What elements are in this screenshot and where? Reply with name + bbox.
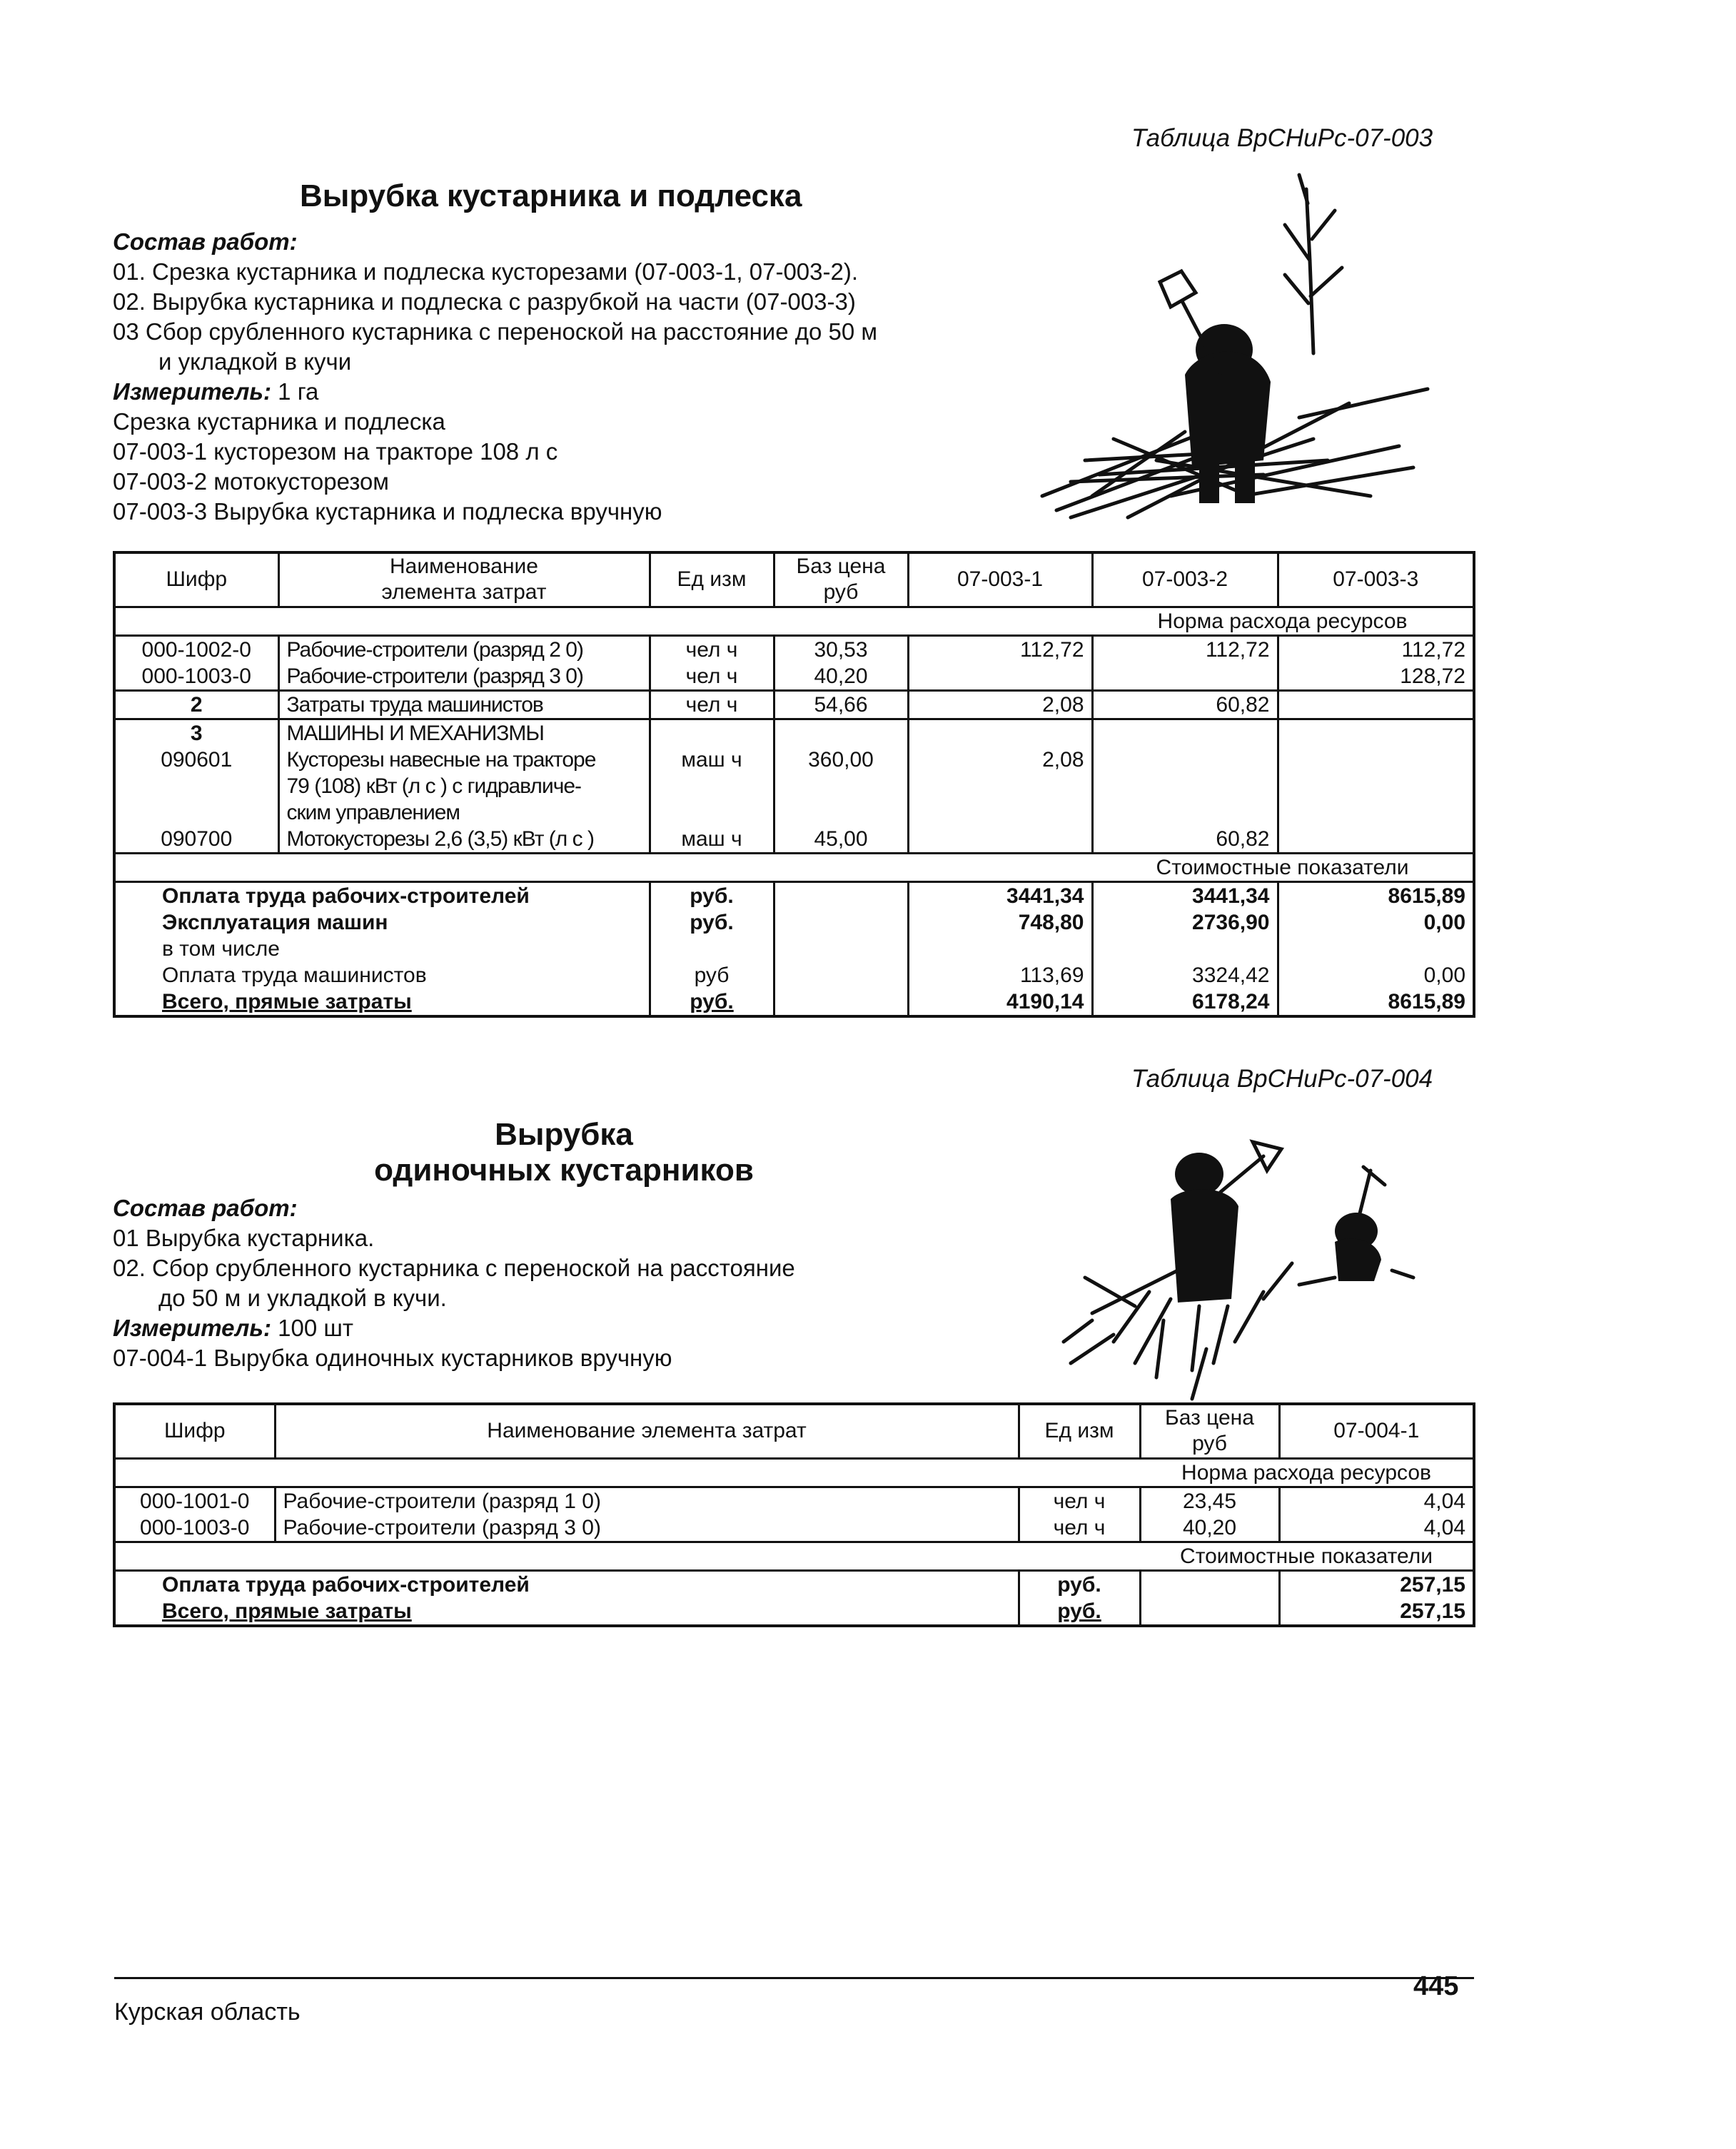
header-unit: Ед изм [1019, 1404, 1140, 1458]
resource-table-07-003 [113, 551, 1475, 1018]
table-row: 090601 Кусторезы навесные на тракторе 79 (108) кВт (л с ) с гидравличе- ским управлением маш ч 360,00 2,08 [114, 747, 1474, 826]
header-price: Баз цена руб [774, 552, 908, 607]
code-item: 07-003-3 Вырубка кустарника и подлеска вручную [113, 498, 662, 525]
header-col-07-003-3: 07-003-3 [1278, 552, 1474, 607]
footer-rule [114, 1977, 1474, 1979]
work-item: 03 Сбор срубленного кустарника с переноской на расстояние до 50 м [113, 318, 878, 345]
section-title-07-004: Вырубка одиночных кустарников [374, 1117, 754, 1188]
section-row [114, 853, 1474, 881]
subtitle: Срезка кустарника и подлеска [113, 408, 445, 435]
cost-label: Стоимостные показатели [1092, 853, 1474, 881]
header-unit: Ед изм [650, 552, 774, 607]
work-item: и укладкой в кучи [158, 348, 352, 375]
code-item: 07-004-1 Вырубка одиночных кустарников вручную [113, 1345, 672, 1371]
header-col-07-003-1: 07-003-1 [908, 552, 1092, 607]
measure-value: 1 га [278, 378, 319, 405]
header-shifr: Шифр [114, 1404, 275, 1458]
cost-row: Оплата труда рабочих-строителей руб. 3441,34 3441,34 8615,89 [114, 881, 1474, 909]
work-item: 02. Вырубка кустарника и подлеска с разрубкой на части (07-003-3) [113, 288, 856, 315]
table-row: 090700 Мотокусторезы 2,6 (3,5) кВт (л с ) маш ч 45,00 60,82 [114, 826, 1474, 854]
header-col-07-004-1: 07-004-1 [1279, 1404, 1474, 1458]
table-row: 000-1001-0 Рабочие-строители (разряд 1 0) чел ч 23,45 4,04 [114, 1487, 1474, 1515]
cost-row: Оплата труда рабочих-строителей руб. 257,15 [114, 1570, 1474, 1598]
norm-label: Норма расхода ресурсов [1092, 607, 1474, 635]
code-item: 07-003-1 кусторезом на тракторе 108 л с [113, 438, 558, 465]
cost-row: в том числе [114, 936, 1474, 962]
table-row: 3 МАШИНЫ И МЕХАНИЗМЫ [114, 719, 1474, 747]
header-shifr: Шифр [114, 552, 278, 607]
resource-table-07-004 [113, 1402, 1475, 1627]
norm-label: Норма расхода ресурсов [1140, 1458, 1474, 1487]
section-row [114, 1542, 1474, 1570]
cost-label: Стоимостные показатели [1140, 1542, 1474, 1570]
work-description-07-004 [113, 1193, 795, 1373]
workers-with-axes-illustration [1049, 1128, 1449, 1413]
table-ref-07-003: Таблица ВрСНиРс-07-003 [1131, 124, 1433, 152]
cost-row-total: Всего, прямые затраты руб. 257,15 [114, 1598, 1474, 1626]
section-title-07-003: Вырубка кустарника и подлеска [300, 178, 802, 213]
work-item: до 50 м и укладкой в кучи. [158, 1285, 447, 1311]
work-item: 01 Вырубка кустарника. [113, 1225, 375, 1251]
worker-clearing-shrubs-illustration [1028, 161, 1485, 539]
page-number: 445 [1413, 1971, 1459, 2001]
measure-value: 100 шт [278, 1315, 353, 1341]
table-row: 2 Затраты труда машинистов чел ч 54,66 2,08 60,82 [114, 690, 1474, 719]
header-price: Баз цена руб [1140, 1404, 1279, 1458]
cost-row-total: Всего, прямые затраты руб. 4190,14 6178,24 8615,89 [114, 988, 1474, 1016]
measure-label: Измеритель: [113, 378, 271, 405]
header-name: Наименование элемента затрат [278, 552, 650, 607]
sostav-label: Состав работ: [113, 1195, 298, 1221]
measure-label: Измеритель: [113, 1315, 271, 1341]
footer-region: Курская область [114, 1998, 301, 2026]
cost-row: Эксплуатация машин руб. 748,80 2736,90 0,00 [114, 909, 1474, 936]
section-row [114, 1458, 1474, 1487]
cost-row: Оплата труда машинистов руб 113,69 3324,42 0,00 [114, 962, 1474, 988]
work-item: 01. Срезка кустарника и подлеска кусторезами (07-003-1, 07-003-2). [113, 258, 859, 285]
section-row [114, 607, 1474, 635]
work-item: 02. Сбор срубленного кустарника с переноской на расстояние [113, 1255, 795, 1281]
header-col-07-003-2: 07-003-2 [1092, 552, 1278, 607]
header-name: Наименование элемента затрат [275, 1404, 1019, 1458]
table-row: 000-1002-0 Рабочие-строители (разряд 2 0) чел ч 30,53 112,72 112,72 112,72 [114, 635, 1474, 663]
work-description-07-003 [113, 227, 877, 527]
sostav-label: Состав работ: [113, 228, 298, 255]
table-row: 000-1003-0 Рабочие-строители (разряд 3 0) чел ч 40,20 128,72 [114, 663, 1474, 691]
table-row: 000-1003-0 Рабочие-строители (разряд 3 0) чел ч 40,20 4,04 [114, 1515, 1474, 1542]
table-ref-07-004: Таблица ВрСНиРс-07-004 [1131, 1065, 1433, 1093]
code-item: 07-003-2 мотокусторезом [113, 468, 389, 495]
